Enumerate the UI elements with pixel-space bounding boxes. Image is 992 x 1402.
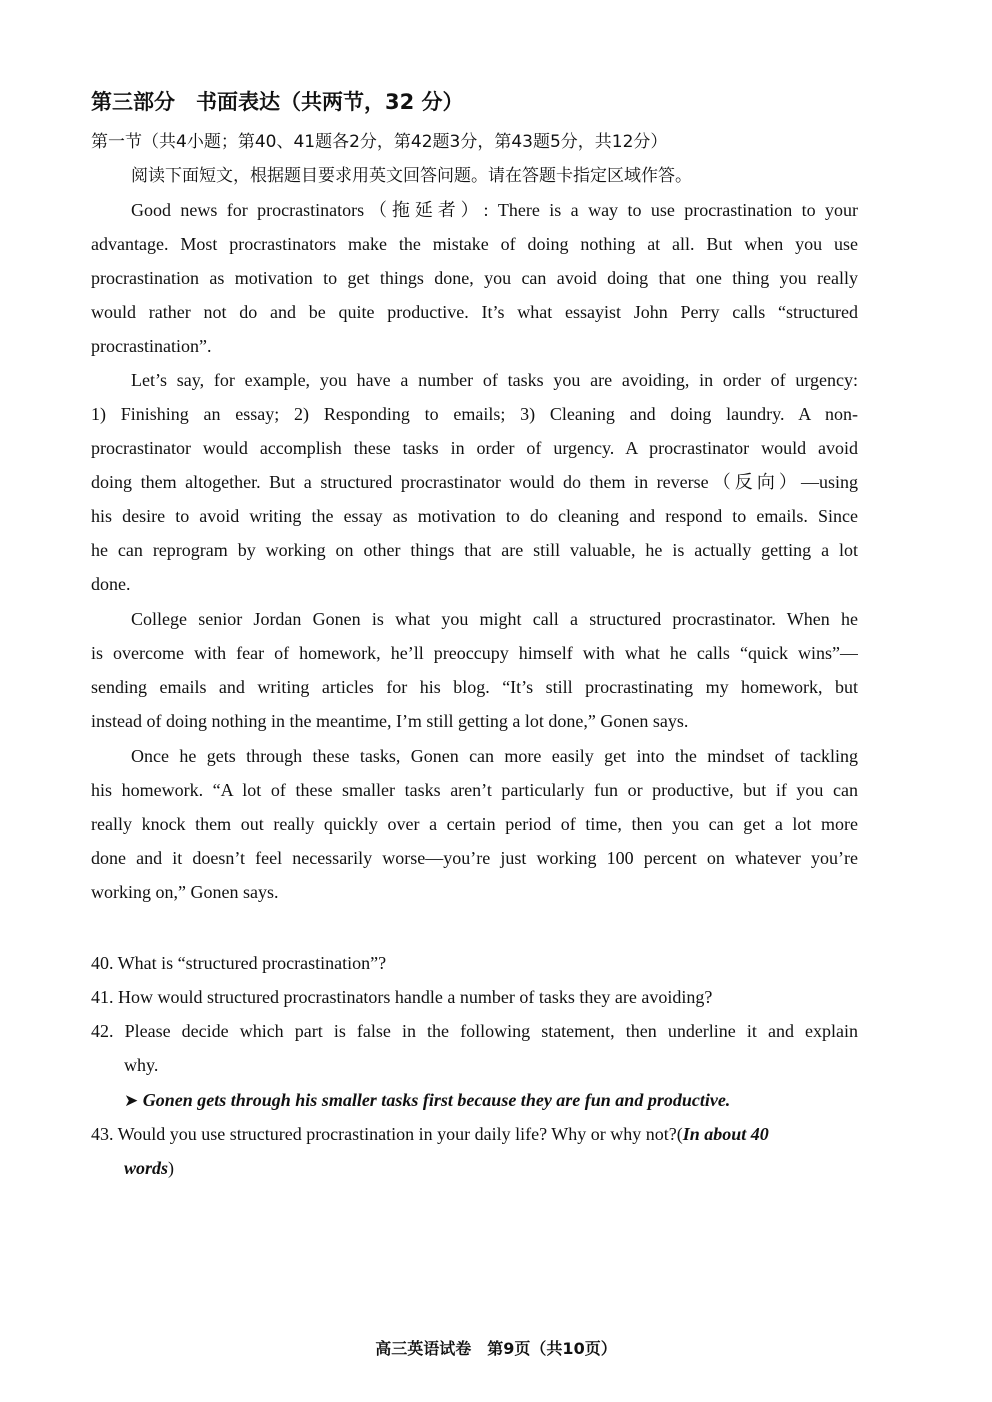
passage-p3-line4: instead of doing nothing in the meantime, I’m still getting a lot done,” Gonen says. — [91, 711, 689, 731]
passage-p4-line3: really knock them out really quickly over a certain period of time, then you can get a lot more — [91, 814, 858, 834]
passage-p4-line1: Once he gets through these tasks, Gonen can more easily get into the mindset of tackling — [131, 746, 858, 766]
passage-p2-line3: procrastinator would accomplish these tasks in order of urgency. A procrastinator would avoid — [91, 438, 858, 458]
section-subtitle: 第一节（共4小题；第40、41题各2分，第42题3分，第43题5分，共12分） — [91, 132, 668, 152]
passage-p2-line6: he can reprogram by working on other things that are still valuable, he is actually getting a lot — [91, 540, 858, 560]
page-footer: 高三英语试卷 第9页（共10页） — [375, 1339, 617, 1358]
word-limit-part2: words — [124, 1158, 169, 1178]
passage-p4-line4: done and it doesn’t feel necessarily worse—you’re just working 100 percent on whatever you’re — [91, 848, 858, 868]
question-42-line2: why. — [124, 1055, 159, 1075]
passage-p2-line5: his desire to avoid writing the essay as motivation to do cleaning and respond to emails. Since — [91, 506, 858, 526]
section-title: 第三部分 书面表达（共两节，32 分） — [91, 90, 464, 114]
question-42-statement — [124, 1087, 730, 1114]
question-40: 40. What is “structured procrastination”? — [91, 953, 387, 973]
passage-p2-line1: Let’s say, for example, you have a number of tasks you are avoiding, in order of urgency: — [131, 370, 858, 390]
passage-p3-line3: sending emails and writing articles for his blog. “It’s still procrastinating my homework, but — [91, 677, 858, 697]
instruction-text: 阅读下面短文，根据题目要求用英文回答问题。请在答题卡指定区域作答。 — [131, 166, 692, 186]
question-41: 41. How would structured procrastinators handle a number of tasks they are avoiding? — [91, 987, 713, 1007]
passage-p1-line2: advantage. Most procrastinators make the mistake of doing nothing at all. But when you use — [91, 234, 858, 254]
passage-p4-line5: working on,” Gonen says. — [91, 882, 279, 902]
question-43-line1 — [91, 1121, 769, 1147]
paren-open: ( — [676, 1124, 683, 1144]
passage-p2-line7: done. — [91, 574, 131, 594]
passage-p1-line4: would rather not do and be quite productive. It’s what essayist John Perry calls “structured — [91, 302, 858, 322]
passage-p1-line5: procrastination”. — [91, 336, 212, 356]
passage-p4-line2: his homework. “A lot of these smaller tasks aren’t particularly fun or productive, but if you can — [91, 780, 858, 800]
passage-p3-line1: College senior Jordan Gonen is what you might call a structured procrastinator. When he — [131, 609, 858, 629]
question-43-line2 — [124, 1155, 174, 1181]
passage-p3-line2: is overcome with fear of homework, he’ll preoccupy himself with what he calls “quick wins”— — [91, 643, 858, 663]
passage-p2-line4: doing them altogether. But a structured procrastinator would do them in reverse（反向）—using — [91, 472, 858, 492]
word-limit-part1: In about 40 — [682, 1124, 769, 1144]
passage-p1-line1: Good news for procrastinators（拖延者）: There is a way to use procrastination to your — [131, 200, 858, 220]
passage-p1-line3: procrastination as motivation to get things done, you can avoid doing that one thing you really — [91, 268, 858, 288]
question-43-text: 43. Would you use structured procrastination in your daily life? Why or why not? — [91, 1124, 677, 1144]
passage-p2-line2: 1) Finishing an essay; 2) Responding to emails; 3) Cleaning and doing laundry. A non- — [91, 404, 858, 424]
question-42-line1: 42. Please decide which part is false in the following statement, then underline it and explain — [91, 1021, 858, 1041]
statement-text: Gonen gets through his smaller tasks first because they are fun and productive. — [142, 1090, 731, 1110]
arrow-icon: ➤ — [124, 1091, 139, 1111]
paren-close: ) — [168, 1158, 175, 1178]
